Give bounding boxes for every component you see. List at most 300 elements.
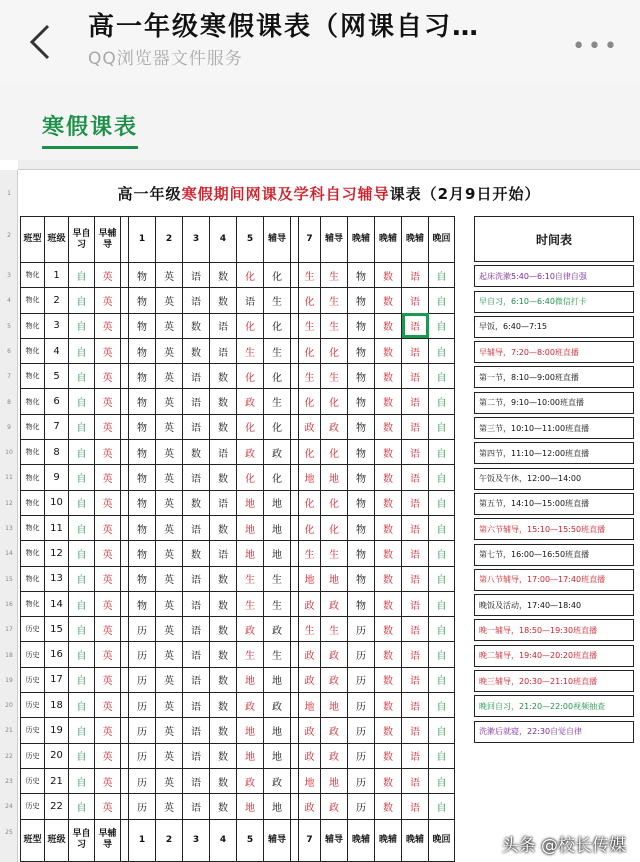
table-cell[interactable]: 政: [321, 667, 348, 692]
table-cell[interactable]: 物化: [21, 440, 45, 465]
table-cell[interactable]: 自: [429, 414, 455, 439]
header-cell[interactable]: [291, 217, 299, 263]
table-cell[interactable]: 语: [183, 515, 210, 540]
table-cell[interactable]: 语: [183, 389, 210, 414]
table-cell[interactable]: 生: [299, 263, 321, 288]
table-cell[interactable]: 语: [210, 338, 237, 363]
table-cell[interactable]: 地: [237, 541, 264, 566]
table-cell[interactable]: 自: [429, 541, 455, 566]
table-cell[interactable]: 物化: [21, 389, 45, 414]
table-cell[interactable]: 自: [429, 794, 455, 819]
table-cell[interactable]: 英: [95, 566, 121, 591]
table-cell[interactable]: 政: [321, 642, 348, 667]
table-cell[interactable]: 语: [183, 414, 210, 439]
table-cell[interactable]: 自: [429, 364, 455, 389]
table-cell[interactable]: 英: [95, 617, 121, 642]
table-cell[interactable]: 自: [69, 313, 95, 338]
table-cell[interactable]: 语: [183, 617, 210, 642]
footer-cell[interactable]: 辅导: [321, 819, 348, 861]
table-cell[interactable]: 数: [210, 389, 237, 414]
table-cell[interactable]: 英: [95, 313, 121, 338]
table-cell[interactable]: 数: [210, 263, 237, 288]
table-cell[interactable]: 数: [210, 667, 237, 692]
table-cell[interactable]: 自: [69, 515, 95, 540]
header-cell[interactable]: 早辅导: [95, 217, 121, 263]
table-cell[interactable]: 数: [183, 490, 210, 515]
table-cell[interactable]: 自: [69, 389, 95, 414]
table-cell[interactable]: 物: [348, 263, 375, 288]
table-cell[interactable]: 数: [375, 591, 402, 616]
table-cell[interactable]: 生: [237, 591, 264, 616]
table-cell[interactable]: 4: [45, 338, 69, 363]
table-cell[interactable]: 物化: [21, 591, 45, 616]
table-cell[interactable]: 语: [402, 667, 429, 692]
table-cell[interactable]: 地: [299, 566, 321, 591]
table-cell[interactable]: 数: [375, 667, 402, 692]
table-cell[interactable]: 17: [45, 667, 69, 692]
table-cell[interactable]: 数: [183, 541, 210, 566]
table-cell[interactable]: 政: [264, 617, 291, 642]
table-cell[interactable]: 英: [156, 591, 183, 616]
table-cell[interactable]: 语: [402, 389, 429, 414]
table-cell[interactable]: 自: [429, 768, 455, 793]
table-cell[interactable]: 自: [429, 718, 455, 743]
footer-cell[interactable]: 晚回: [429, 819, 455, 861]
table-cell[interactable]: 自: [429, 440, 455, 465]
table-cell[interactable]: 生: [264, 566, 291, 591]
table-cell[interactable]: 数: [375, 364, 402, 389]
table-cell[interactable]: 物: [129, 440, 156, 465]
table-cell[interactable]: 数: [375, 490, 402, 515]
table-cell[interactable]: 地: [321, 693, 348, 718]
table-cell[interactable]: 地: [299, 693, 321, 718]
footer-cell[interactable]: 2: [156, 819, 183, 861]
table-cell[interactable]: 物: [348, 313, 375, 338]
table-cell[interactable]: 物化: [21, 541, 45, 566]
table-cell[interactable]: 历: [129, 693, 156, 718]
table-cell[interactable]: 英: [95, 541, 121, 566]
table-cell[interactable]: 英: [156, 389, 183, 414]
table-cell[interactable]: 英: [95, 263, 121, 288]
header-cell[interactable]: [121, 217, 129, 263]
table-cell[interactable]: 数: [375, 389, 402, 414]
table-cell[interactable]: 10: [45, 490, 69, 515]
table-cell[interactable]: 数: [375, 541, 402, 566]
table-cell[interactable]: 英: [156, 440, 183, 465]
table-cell[interactable]: 化: [299, 515, 321, 540]
footer-cell[interactable]: 晚辅: [375, 819, 402, 861]
table-cell[interactable]: 物: [348, 490, 375, 515]
table-cell[interactable]: 化: [264, 465, 291, 490]
table-cell[interactable]: 1: [45, 263, 69, 288]
table-cell[interactable]: 生: [299, 617, 321, 642]
table-cell[interactable]: 英: [156, 743, 183, 768]
table-cell[interactable]: 化: [237, 364, 264, 389]
table-cell[interactable]: 历史: [21, 693, 45, 718]
table-cell[interactable]: 政: [237, 768, 264, 793]
more-menu-icon[interactable]: •••: [572, 34, 620, 59]
table-cell[interactable]: 物: [129, 566, 156, 591]
table-cell[interactable]: 数: [183, 313, 210, 338]
table-cell[interactable]: 英: [95, 389, 121, 414]
table-cell[interactable]: 化: [264, 414, 291, 439]
table-cell[interactable]: 自: [69, 566, 95, 591]
table-cell[interactable]: 英: [156, 794, 183, 819]
table-cell[interactable]: 生: [264, 642, 291, 667]
table-cell[interactable]: 5: [45, 364, 69, 389]
header-cell[interactable]: 晚辅: [375, 217, 402, 263]
table-cell[interactable]: 英: [156, 642, 183, 667]
table-cell[interactable]: 语: [402, 743, 429, 768]
table-cell[interactable]: 物: [348, 566, 375, 591]
table-cell[interactable]: 数: [210, 591, 237, 616]
table-cell[interactable]: 生: [321, 263, 348, 288]
table-cell[interactable]: 政: [264, 693, 291, 718]
table-cell[interactable]: 数: [183, 338, 210, 363]
footer-cell[interactable]: 早自习: [69, 819, 95, 861]
header-cell[interactable]: 2: [156, 217, 183, 263]
table-cell[interactable]: 英: [95, 718, 121, 743]
table-cell[interactable]: 数: [210, 718, 237, 743]
table-cell[interactable]: 自: [69, 364, 95, 389]
table-cell[interactable]: 物化: [21, 313, 45, 338]
header-cell[interactable]: 晚回: [429, 217, 455, 263]
table-cell[interactable]: 22: [45, 794, 69, 819]
table-cell[interactable]: 物: [129, 263, 156, 288]
table-cell[interactable]: 自: [429, 288, 455, 313]
table-cell[interactable]: 数: [375, 263, 402, 288]
table-cell[interactable]: 物: [129, 414, 156, 439]
table-cell[interactable]: 生: [237, 338, 264, 363]
table-cell[interactable]: 物: [129, 541, 156, 566]
table-cell[interactable]: 政: [321, 414, 348, 439]
table-cell[interactable]: 历: [348, 768, 375, 793]
table-cell[interactable]: 自: [69, 743, 95, 768]
table-cell[interactable]: 政: [299, 667, 321, 692]
table-cell[interactable]: 数: [210, 642, 237, 667]
table-cell[interactable]: 历史: [21, 642, 45, 667]
table-cell[interactable]: 英: [95, 338, 121, 363]
table-cell[interactable]: 物: [129, 591, 156, 616]
footer-cell[interactable]: 7: [299, 819, 321, 861]
table-cell[interactable]: 语: [402, 515, 429, 540]
table-cell[interactable]: 化: [321, 338, 348, 363]
table-cell[interactable]: 物化: [21, 465, 45, 490]
table-cell[interactable]: 语: [402, 617, 429, 642]
table-cell[interactable]: 生: [264, 338, 291, 363]
table-cell[interactable]: 数: [375, 313, 402, 338]
table-cell[interactable]: 自: [429, 313, 455, 338]
tab-winter-schedule[interactable]: 寒假课表: [42, 115, 139, 140]
header-cell[interactable]: 辅导: [321, 217, 348, 263]
footer-cell[interactable]: 辅导: [264, 819, 291, 861]
table-cell[interactable]: 自: [429, 389, 455, 414]
table-cell[interactable]: 自: [69, 288, 95, 313]
table-cell[interactable]: 政: [321, 718, 348, 743]
table-cell[interactable]: 语: [183, 465, 210, 490]
table-cell[interactable]: 自: [69, 768, 95, 793]
table-cell[interactable]: 语: [183, 288, 210, 313]
table-cell[interactable]: 自: [69, 338, 95, 363]
table-cell[interactable]: 自: [69, 465, 95, 490]
table-cell[interactable]: 自: [429, 465, 455, 490]
table-cell[interactable]: 化: [299, 338, 321, 363]
table-cell[interactable]: 政: [299, 642, 321, 667]
table-cell[interactable]: 数: [375, 338, 402, 363]
table-cell[interactable]: 物: [348, 465, 375, 490]
table-cell[interactable]: 地: [264, 490, 291, 515]
table-cell[interactable]: 化: [321, 389, 348, 414]
table-cell[interactable]: 数: [210, 364, 237, 389]
table-cell[interactable]: 地: [321, 768, 348, 793]
table-cell[interactable]: 语: [183, 718, 210, 743]
table-cell[interactable]: 生: [264, 591, 291, 616]
table-cell[interactable]: 物: [129, 490, 156, 515]
table-cell[interactable]: 地: [299, 768, 321, 793]
table-cell[interactable]: 地: [237, 490, 264, 515]
table-cell[interactable]: 英: [95, 288, 121, 313]
table-cell[interactable]: 7: [45, 414, 69, 439]
spreadsheet-view[interactable]: [0, 160, 640, 862]
table-cell[interactable]: 历: [129, 794, 156, 819]
table-cell[interactable]: 英: [156, 541, 183, 566]
table-cell[interactable]: 数: [375, 768, 402, 793]
table-cell[interactable]: 英: [95, 794, 121, 819]
table-cell[interactable]: 化: [237, 414, 264, 439]
table-cell[interactable]: 语: [183, 642, 210, 667]
table-cell[interactable]: 数: [375, 566, 402, 591]
table-cell[interactable]: 生: [321, 617, 348, 642]
table-cell[interactable]: 数: [210, 768, 237, 793]
table-cell[interactable]: 生: [321, 541, 348, 566]
table-cell[interactable]: 语: [210, 490, 237, 515]
table-cell[interactable]: 语: [183, 364, 210, 389]
table-cell[interactable]: 语: [402, 414, 429, 439]
footer-cell[interactable]: [291, 819, 299, 861]
table-cell[interactable]: 物: [129, 338, 156, 363]
table-cell[interactable]: 语: [183, 768, 210, 793]
table-cell[interactable]: 物: [129, 389, 156, 414]
table-cell[interactable]: 历: [129, 642, 156, 667]
table-cell[interactable]: 数: [375, 440, 402, 465]
table-cell[interactable]: 18: [45, 693, 69, 718]
table-cell[interactable]: 化: [299, 440, 321, 465]
footer-cell[interactable]: 晚辅: [402, 819, 429, 861]
table-cell[interactable]: 英: [156, 263, 183, 288]
table-cell[interactable]: 化: [321, 440, 348, 465]
table-cell[interactable]: 化: [237, 465, 264, 490]
table-cell[interactable]: 3: [45, 313, 69, 338]
table-cell[interactable]: 英: [156, 313, 183, 338]
table-cell[interactable]: 历史: [21, 617, 45, 642]
table-cell[interactable]: 政: [237, 389, 264, 414]
table-cell[interactable]: 化: [264, 313, 291, 338]
table-cell[interactable]: 历: [129, 743, 156, 768]
table-cell[interactable]: 语: [402, 288, 429, 313]
table-cell[interactable]: 政: [299, 414, 321, 439]
table-cell[interactable]: 历: [348, 693, 375, 718]
table-cell[interactable]: 数: [210, 566, 237, 591]
schedule-table[interactable]: [20, 216, 455, 862]
table-cell[interactable]: 16: [45, 642, 69, 667]
table-cell[interactable]: 语: [402, 263, 429, 288]
table-cell[interactable]: 生: [237, 566, 264, 591]
table-cell[interactable]: 政: [321, 743, 348, 768]
table-cell[interactable]: 历: [348, 667, 375, 692]
table-cell[interactable]: 英: [156, 566, 183, 591]
table-cell[interactable]: 21: [45, 768, 69, 793]
table-cell[interactable]: 数: [375, 288, 402, 313]
table-cell[interactable]: 语: [402, 768, 429, 793]
table-cell[interactable]: 地: [321, 566, 348, 591]
table-cell[interactable]: 英: [95, 768, 121, 793]
table-cell[interactable]: 数: [375, 617, 402, 642]
table-cell[interactable]: 语: [402, 718, 429, 743]
table-cell[interactable]: 自: [69, 414, 95, 439]
table-cell[interactable]: 历: [348, 794, 375, 819]
table-cell[interactable]: 英: [156, 465, 183, 490]
table-cell[interactable]: 物: [348, 389, 375, 414]
table-cell[interactable]: 历史: [21, 743, 45, 768]
table-cell[interactable]: 自: [69, 541, 95, 566]
table-cell[interactable]: 英: [156, 490, 183, 515]
table-cell[interactable]: 自: [429, 743, 455, 768]
table-cell[interactable]: 英: [156, 617, 183, 642]
table-cell[interactable]: 自: [69, 591, 95, 616]
table-cell[interactable]: 数: [375, 693, 402, 718]
table-cell[interactable]: 自: [69, 794, 95, 819]
table-cell[interactable]: 政: [237, 617, 264, 642]
header-cell[interactable]: 班级: [45, 217, 69, 263]
table-cell[interactable]: 生: [264, 288, 291, 313]
table-cell[interactable]: 数: [210, 693, 237, 718]
table-cell[interactable]: 历史: [21, 768, 45, 793]
table-cell[interactable]: 地: [264, 667, 291, 692]
table-cell[interactable]: 政: [237, 693, 264, 718]
table-cell[interactable]: 语: [183, 794, 210, 819]
table-cell[interactable]: 生: [321, 364, 348, 389]
table-cell[interactable]: 语: [402, 338, 429, 363]
table-cell[interactable]: 地: [237, 515, 264, 540]
table-cell[interactable]: 政: [299, 718, 321, 743]
table-cell[interactable]: 政: [264, 440, 291, 465]
table-cell[interactable]: 生: [264, 389, 291, 414]
table-cell[interactable]: 19: [45, 718, 69, 743]
table-cell[interactable]: 语: [402, 566, 429, 591]
back-arrow-icon[interactable]: [22, 22, 58, 62]
footer-cell[interactable]: 3: [183, 819, 210, 861]
table-cell[interactable]: 数: [375, 414, 402, 439]
header-cell[interactable]: 1: [129, 217, 156, 263]
table-cell[interactable]: 英: [156, 718, 183, 743]
footer-cell[interactable]: 1: [129, 819, 156, 861]
table-cell[interactable]: 政: [264, 768, 291, 793]
table-cell[interactable]: 历: [348, 642, 375, 667]
table-cell[interactable]: 数: [210, 414, 237, 439]
footer-cell[interactable]: [121, 819, 129, 861]
table-cell[interactable]: 地: [264, 541, 291, 566]
table-cell[interactable]: 历: [348, 718, 375, 743]
table-cell[interactable]: 物化: [21, 338, 45, 363]
table-cell[interactable]: 英: [156, 768, 183, 793]
table-cell[interactable]: 语: [210, 313, 237, 338]
table-cell[interactable]: 自: [429, 642, 455, 667]
table-cell[interactable]: 历: [129, 667, 156, 692]
table-cell[interactable]: 历: [348, 743, 375, 768]
table-cell[interactable]: 物化: [21, 490, 45, 515]
table-cell[interactable]: 物化: [21, 288, 45, 313]
table-cell[interactable]: 自: [429, 263, 455, 288]
table-cell[interactable]: 地: [321, 465, 348, 490]
table-cell[interactable]: 20: [45, 743, 69, 768]
table-cell[interactable]: 历: [129, 718, 156, 743]
table-cell[interactable]: 物: [348, 338, 375, 363]
table-cell[interactable]: 自: [69, 693, 95, 718]
table-cell[interactable]: 英: [156, 364, 183, 389]
table-cell[interactable]: 英: [156, 693, 183, 718]
header-cell[interactable]: 班型: [21, 217, 45, 263]
table-cell[interactable]: 生: [299, 364, 321, 389]
table-cell[interactable]: 物: [129, 465, 156, 490]
table-cell[interactable]: 历史: [21, 794, 45, 819]
table-cell[interactable]: 语: [402, 440, 429, 465]
table-cell[interactable]: 6: [45, 389, 69, 414]
table-cell[interactable]: 语: [402, 591, 429, 616]
table-cell[interactable]: 地: [264, 515, 291, 540]
table-cell[interactable]: 英: [95, 743, 121, 768]
table-cell[interactable]: 语: [402, 465, 429, 490]
table-cell[interactable]: 自: [69, 617, 95, 642]
header-cell[interactable]: 4: [210, 217, 237, 263]
header-cell[interactable]: 7: [299, 217, 321, 263]
table-cell[interactable]: 物: [129, 288, 156, 313]
table-cell[interactable]: 自: [429, 566, 455, 591]
table-cell[interactable]: 英: [95, 515, 121, 540]
table-cell[interactable]: 生: [299, 541, 321, 566]
table-cell[interactable]: 语: [183, 591, 210, 616]
table-cell[interactable]: 政: [299, 591, 321, 616]
table-cell[interactable]: 物: [348, 364, 375, 389]
table-cell[interactable]: 历: [129, 617, 156, 642]
table-cell[interactable]: 物化: [21, 263, 45, 288]
table-cell[interactable]: 政: [237, 440, 264, 465]
header-cell[interactable]: 辅导: [264, 217, 291, 263]
table-cell[interactable]: 语: [237, 288, 264, 313]
table-cell[interactable]: 语: [210, 541, 237, 566]
table-cell[interactable]: 化: [299, 389, 321, 414]
table-cell[interactable]: 化: [264, 364, 291, 389]
table-cell[interactable]: 地: [264, 718, 291, 743]
table-cell[interactable]: 地: [237, 743, 264, 768]
header-cell[interactable]: 晚辅: [402, 217, 429, 263]
table-cell[interactable]: 11: [45, 515, 69, 540]
table-cell[interactable]: 自: [429, 693, 455, 718]
table-cell[interactable]: 物: [348, 515, 375, 540]
table-cell[interactable]: 数: [210, 743, 237, 768]
table-cell[interactable]: 语: [402, 794, 429, 819]
table-cell[interactable]: 物: [129, 313, 156, 338]
table-cell[interactable]: 政: [299, 743, 321, 768]
table-cell[interactable]: 生: [237, 642, 264, 667]
table-cell[interactable]: 语: [402, 693, 429, 718]
table-cell[interactable]: 自: [69, 440, 95, 465]
table-cell[interactable]: 物: [348, 440, 375, 465]
table-cell[interactable]: 自: [429, 338, 455, 363]
table-cell[interactable]: 数: [210, 465, 237, 490]
table-cell[interactable]: 自: [429, 617, 455, 642]
table-cell[interactable]: 英: [95, 440, 121, 465]
table-cell[interactable]: 生: [321, 313, 348, 338]
